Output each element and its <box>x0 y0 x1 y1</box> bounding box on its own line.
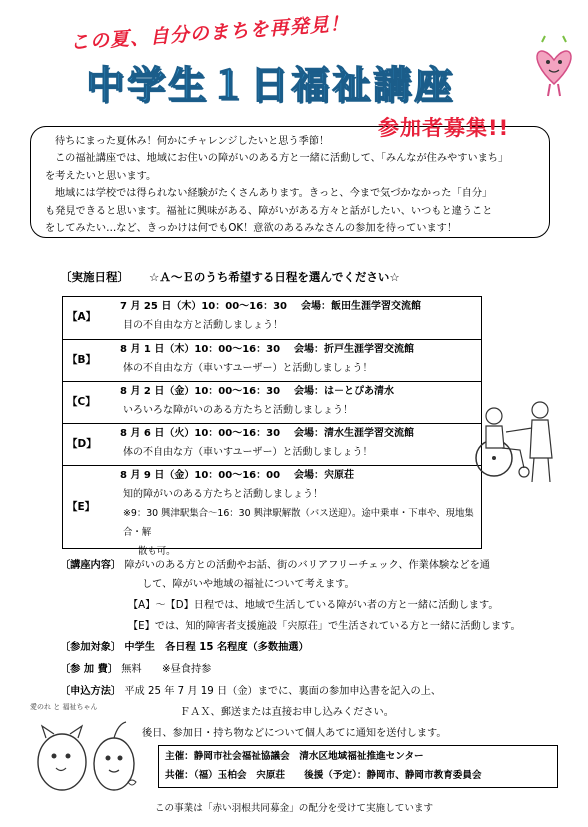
schedule-key: 【A】 <box>67 311 97 323</box>
schedule-row-d <box>63 424 481 466</box>
fee-label: 〔参 加 費〕 <box>60 664 119 675</box>
sponsor-line: 共催：（福）玉柏会 宍原荘 後援（予定）：静岡市、静岡市教育委員会 <box>165 770 482 781</box>
mascot-caption: 愛のれ と 福祉ちゃん <box>30 703 98 711</box>
schedule-label: 〔実施日程〕 <box>60 270 129 284</box>
recruit-badge: 参加者募集!! <box>378 116 510 140</box>
schedule-row-b <box>63 340 481 382</box>
schedule-venue: 会場：飯田生涯学習交流館 <box>300 301 421 312</box>
schedule-note-cont: 散も可。 <box>138 546 176 557</box>
apply-text: 平成 25 年 7 月 19 日（金）までに、裏面の参加申込書を記入の上、 <box>124 686 442 697</box>
catch-copy: この夏、自分のまちを再発見！ <box>69 12 351 54</box>
content-text: 【A】～【D】日程では、地域で生活している障がい者の方と一緒に活動します。 <box>128 600 499 611</box>
schedule-desc: いろいろな障がいのある方たちと活動しましょう！ <box>123 405 353 416</box>
target-label: 〔参加対象〕 <box>60 642 122 653</box>
schedule-key: 【C】 <box>67 396 96 408</box>
intro-line: をしてみたい…など、きっかけは何でもOK！意欲のあるみなさんの参加を待っています！ <box>45 223 458 235</box>
schedule-key: 【E】 <box>67 501 96 513</box>
intro-line: も発見できると思います。福祉に興味がある、障がいがある方々と話がしたい、いつもと違うこと <box>45 205 493 217</box>
schedule-venue: 会場：折戸生涯学習交流館 <box>294 344 415 355</box>
schedule-key: 【B】 <box>67 354 97 366</box>
target-text: 中学生 各日程 15 名程度（多数抽選） <box>124 642 309 653</box>
schedule-key: 【D】 <box>67 438 97 450</box>
schedule-row-c <box>63 382 481 424</box>
schedule-instruction: ☆Ａ～Ｅのうち希望する日程を選んでください☆ <box>149 270 400 284</box>
schedule-desc: 体の不自由な方（車いすユーザー）と活動しましょう！ <box>123 447 373 458</box>
schedule-desc: 知的障がいのある方たちと活動しましょう！ <box>123 489 323 500</box>
schedule-date: 8 月 6 日（火）10：00～16：30 <box>120 428 281 439</box>
schedule-date: 8 月 2 日（金）10：00～16：30 <box>120 386 281 397</box>
intro-box <box>30 126 550 238</box>
fee-section <box>60 660 211 679</box>
schedule-venue: 会場：は－とぴあ清水 <box>294 386 395 397</box>
schedule-desc: 体の不自由な方（車いすユーザー）と活動しましょう！ <box>123 363 373 374</box>
schedule-desc: 目の不自由な方と活動しましょう！ <box>123 320 283 331</box>
schedule-date: 8 月 1 日（木）10：00～16：30 <box>120 344 281 355</box>
schedule-venue: 会場：清水生涯学習交流館 <box>294 428 415 439</box>
intro-line: 待ちにまった夏休み！何かにチャレンジしたいと思う季節！ <box>55 136 330 147</box>
schedule-heading <box>60 269 416 285</box>
wheelchair-illustration-icon <box>472 398 562 484</box>
content-text: 障がいのある方との活動やお話、街のバリアフリーチェック、作業体験などを通 <box>124 560 490 571</box>
schedule-row-a <box>63 297 481 340</box>
target-section <box>60 638 309 657</box>
schedule-venue: 会場：宍原荘 <box>294 470 355 481</box>
intro-line: 地域には学校では得られない経験がたくさんあります。きっと、今まで気づかなかった「自分」 <box>55 188 493 200</box>
intro-line: この福祉講座では、地域にお住いの障がいのある方と一緒に活動して、「みんなが住みやすいまち」 <box>55 153 509 165</box>
heart-mascot-icon <box>530 34 578 98</box>
schedule-date: 7 月 25 日（木）10：00～16：30 <box>120 301 287 312</box>
content-label: 〔講座内容〕 <box>60 560 122 571</box>
sponsor-line: 主催：静岡市社会福祉協議会 清水区地域福祉推進センター <box>165 751 424 762</box>
footer-note: この事業は「赤い羽根共同募金」の配分を受けて実施しています <box>154 803 434 814</box>
sponsor-box <box>158 745 558 788</box>
page-title: 中学生１日福祉講座 <box>86 63 456 107</box>
content-text: 【E】では、知的障害者支援施設「宍原荘」で生活されている方と一緒に活動します。 <box>128 621 521 632</box>
schedule-table <box>62 296 482 557</box>
intro-line: を考えたいと思います。 <box>45 170 157 182</box>
schedule-date: 8 月 9 日（金）10：00～16：00 <box>120 470 281 481</box>
apply-text: 後日、参加日・持ち物などについて個人あてに通知を送付します。 <box>142 728 447 739</box>
schedule-note: ※9：30 興津駅集合～16：30 興津駅解散（バス送迎）。途中乗車・下車や、現地集合・解 <box>123 508 474 538</box>
fee-text: 無料 ※昼食持参 <box>121 664 212 675</box>
apply-text: ＦＡＸ、郵送または直接お申し込みください。 <box>180 707 394 718</box>
apply-label: 〔申込方法〕 <box>60 686 122 697</box>
mascot-characters-icon <box>28 712 148 804</box>
content-section <box>60 556 521 636</box>
schedule-row-e <box>63 466 481 557</box>
content-text: して、障がいや地域の福祉について考えます。 <box>142 579 355 590</box>
